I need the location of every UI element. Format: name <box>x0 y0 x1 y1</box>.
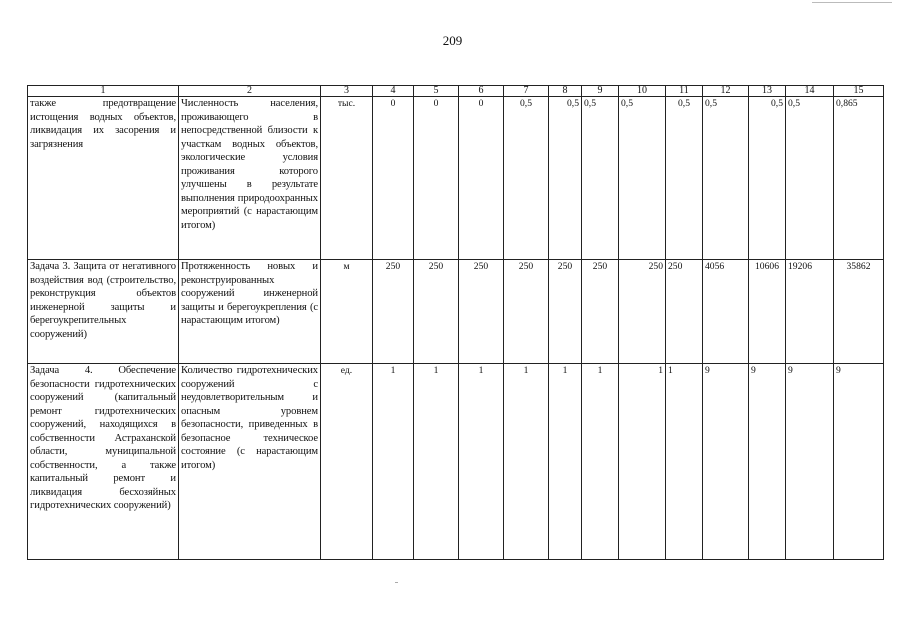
value-cell: 1 <box>666 364 703 560</box>
value-cell: 250 <box>373 260 414 364</box>
value-cell: 250 <box>582 260 619 364</box>
scan-mark <box>395 582 398 583</box>
value-cell: 0,5 <box>666 97 703 260</box>
col-header: 7 <box>504 86 549 97</box>
col-header: 13 <box>749 86 786 97</box>
value-cell: 0,5 <box>549 97 582 260</box>
table-row <box>28 260 884 364</box>
table-row <box>28 97 884 260</box>
value-cell: 0,5 <box>749 97 786 260</box>
value-cell: 9 <box>749 364 786 560</box>
value-cell: 35862 <box>834 260 884 364</box>
unit-cell: тыс. <box>321 97 373 260</box>
value-cell: 4056 <box>703 260 749 364</box>
value-cell: 9 <box>834 364 884 560</box>
value-cell: 0,5 <box>582 97 619 260</box>
col-header: 1 <box>28 86 179 97</box>
value-cell: 0,5 <box>504 97 549 260</box>
value-cell: 1 <box>504 364 549 560</box>
unit-cell: ед. <box>321 364 373 560</box>
value-cell: 1 <box>549 364 582 560</box>
value-cell: 0,865 <box>834 97 884 260</box>
col-header: 8 <box>549 86 582 97</box>
col-header: 3 <box>321 86 373 97</box>
col-header: 14 <box>786 86 834 97</box>
value-cell: 250 <box>549 260 582 364</box>
indicator-cell: Протяженность новых и реконструированных сооружений инженерной защиты и берегоукрепления (с нарастающим итогом) <box>179 260 321 364</box>
indicator-cell: Численность населения, проживающего в непосредственной близости к участкам водных объектов, экологические условия проживания которого улучшены в результате выполнения природоохранных мероприятий (с нарастающим итогом) <box>179 97 321 260</box>
value-cell: 1 <box>373 364 414 560</box>
value-cell: 1 <box>414 364 459 560</box>
task-cell: также предотвращение истощения водных объектов, ликвидация их засорения и загрязнения <box>28 97 179 260</box>
col-header: 4 <box>373 86 414 97</box>
value-cell: 0,5 <box>619 97 666 260</box>
value-cell: 9 <box>703 364 749 560</box>
value-cell: 1 <box>619 364 666 560</box>
corner-line <box>812 2 892 3</box>
indicator-cell: Количество гидротехнических сооружений с неудовлетворительным и опасным уровнем безопасности, приведенных в безопасное техническое состояние (с нарастающим итогом) <box>179 364 321 560</box>
col-header: 10 <box>619 86 666 97</box>
col-header: 15 <box>834 86 884 97</box>
value-cell: 250 <box>504 260 549 364</box>
table-row <box>28 364 884 560</box>
value-cell: 250 <box>619 260 666 364</box>
task-cell: Задача 3. Защита от негативного воздействия вод (строительство, реконструкция объектов инженерной защиты и берегоукрепительных сооружений) <box>28 260 179 364</box>
col-header: 6 <box>459 86 504 97</box>
value-cell: 250 <box>414 260 459 364</box>
unit-cell: м <box>321 260 373 364</box>
col-header: 5 <box>414 86 459 97</box>
value-cell: 0 <box>459 97 504 260</box>
value-cell: 0,5 <box>786 97 834 260</box>
value-cell: 0,5 <box>703 97 749 260</box>
value-cell: 0 <box>373 97 414 260</box>
page-number: 209 <box>442 33 463 48</box>
value-cell: 250 <box>459 260 504 364</box>
value-cell: 10606 <box>749 260 786 364</box>
value-cell: 1 <box>459 364 504 560</box>
col-header: 12 <box>703 86 749 97</box>
col-header: 9 <box>582 86 619 97</box>
value-cell: 19206 <box>786 260 834 364</box>
col-header: 2 <box>179 86 321 97</box>
value-cell: 0 <box>414 97 459 260</box>
task-cell: Задача 4. Обеспечение безопасности гидротехнических сооружений (капитальный ремонт гидротехнических сооружений, находящихся в собственности Астраханской области, муниципальной собственности, а также капитальный ремонт и ликвидация бесхозяйных гидротехнических сооружений) <box>28 364 179 560</box>
value-cell: 9 <box>786 364 834 560</box>
col-header: 11 <box>666 86 703 97</box>
value-cell: 1 <box>582 364 619 560</box>
value-cell: 250 <box>666 260 703 364</box>
indicator-table <box>27 85 884 560</box>
header-row <box>28 86 884 97</box>
